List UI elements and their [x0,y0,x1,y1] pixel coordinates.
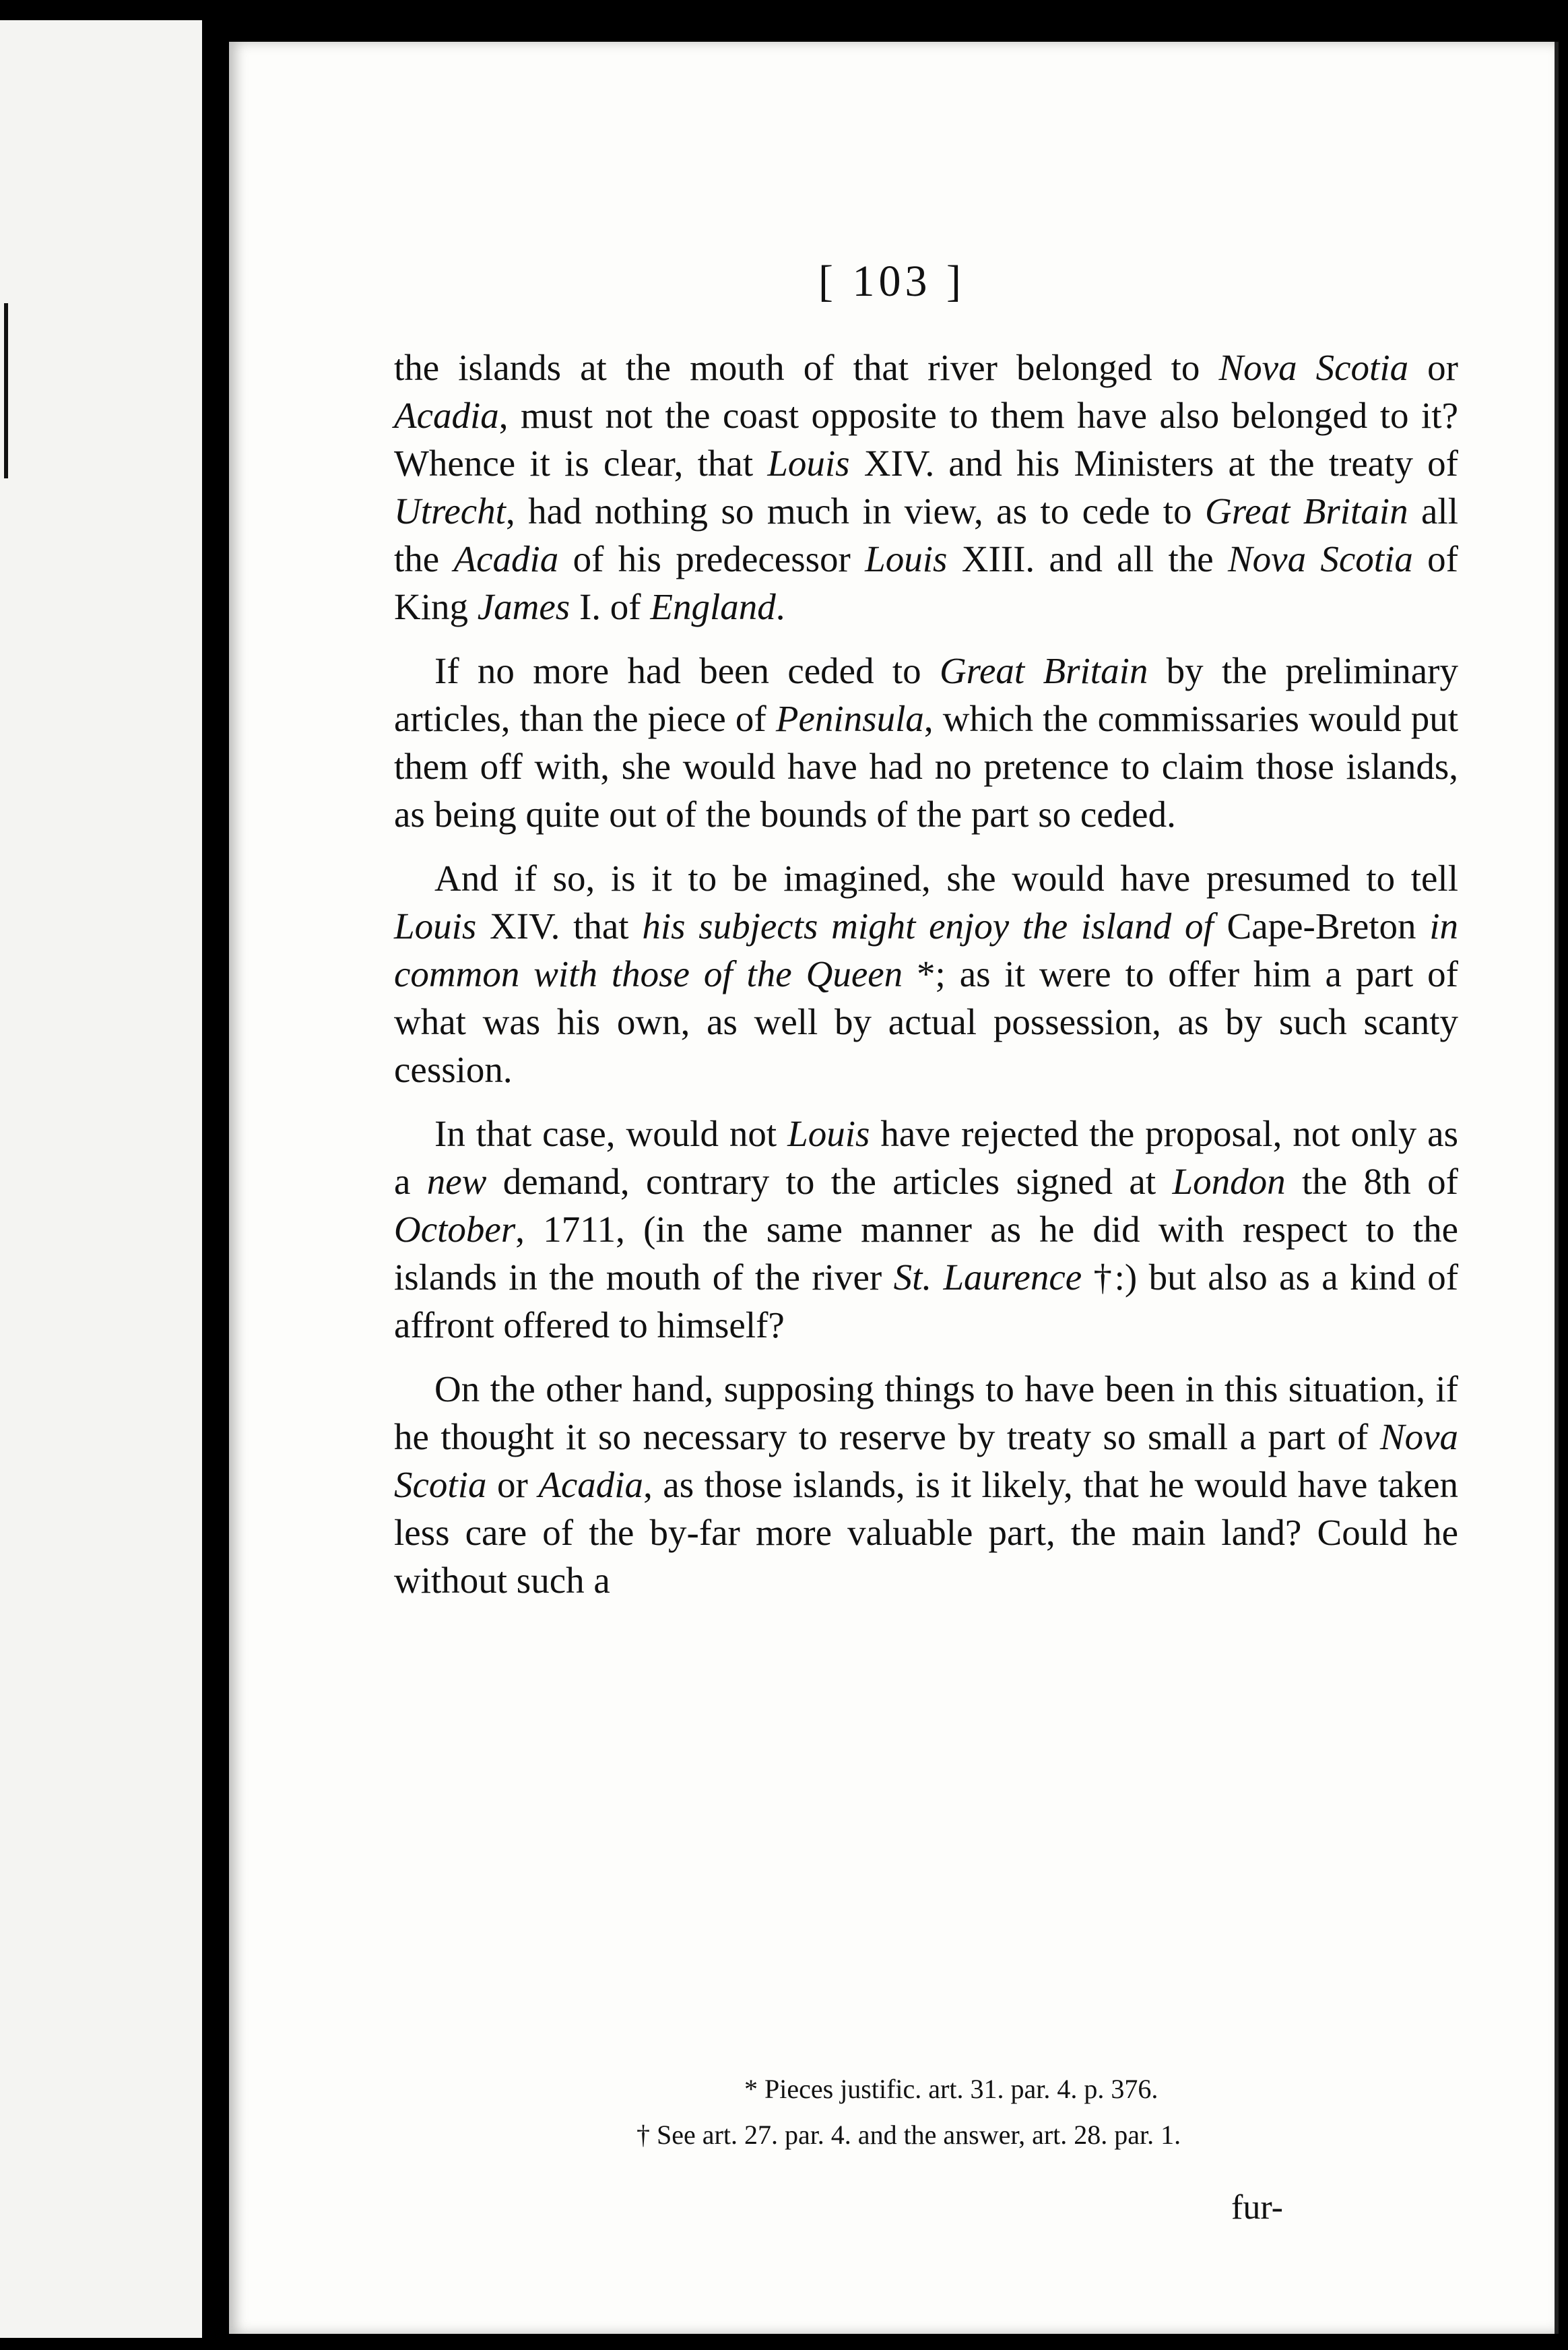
text-run: †:) but also as a kind of affront offered to himself? [394,1257,1459,1345]
text-run: England [650,586,776,627]
facing-page-marks [4,303,18,478]
text-run: October [394,1209,516,1250]
text-run: In that case, would not [434,1113,788,1154]
text-run: or [486,1464,539,1505]
text-run: , as those islands, is it likely, that he would have taken less care of the by-far more valuable part, the main land? Could he without such a [394,1464,1458,1601]
text-run: XIV. and his Ministers at the treaty of [849,443,1458,484]
paragraph-1 [394,344,1458,631]
body-text [394,344,1458,1620]
book-page [229,42,1559,2334]
text-run: Great Britain [1205,490,1408,532]
text-run: London [1172,1161,1286,1202]
text-run: the islands at the mouth of that river belonged to [394,347,1219,388]
text-run: Great Britain [939,650,1148,691]
text-run: have rejected the proposal, not only as a [394,1113,1459,1202]
paragraph-4 [394,1110,1458,1349]
text-run: in common with those of the Queen [394,906,1459,994]
text-run: Nova Scotia [394,1416,1458,1505]
text-run: St. Laurence [893,1257,1082,1298]
text-run: And if so, is it to be imagined, she would have presumed to tell [434,858,1458,899]
text-run: , 1711, (in the same manner as he did with respect to the islands in the mouth of the river [394,1209,1458,1298]
text-run: or [1408,347,1458,388]
footnotes [394,2066,1458,2158]
text-run: of his predecessor [558,538,865,579]
text-run: Louis [767,443,850,484]
paragraph-5 [394,1365,1458,1604]
text-run: Acadia [453,538,559,579]
text-run: his subjects might enjoy the island of [642,906,1214,947]
book-binding-gutter [202,0,229,2350]
text-run: XIII. and all the [947,538,1228,579]
paragraph-3 [394,854,1458,1093]
text-run: demand, contrary to the articles signed at [486,1161,1173,1202]
text-run: , which the commissaries would put them off with, she would have had no pretence to claim those islands, as being quite out of the bounds of the part so ceded. [394,698,1458,835]
text-run: *; as it were to offer him a part of what was his own, as well by actual possession, as by such scanty cession. [394,953,1458,1090]
text-run: . [775,586,785,627]
text-run: Acadia [394,395,499,436]
text-run: Utrecht [394,490,506,532]
text-run: Nova Scotia [1218,347,1409,388]
text-run: all the [394,490,1458,579]
text-run: by the preliminary articles, than the piece of [394,650,1459,739]
text-run: the 8th of [1285,1161,1458,1202]
footnote-1: * Pieces justific. art. 31. par. 4. p. 376. [744,2074,1158,2104]
catchword: fur- [1231,2188,1283,2227]
text-run: If no more had been ceded to [434,650,940,691]
text-run: On the other hand, supposing things to have been in this situation, if he thought it so necessary to reserve by treaty so small a part of [394,1368,1458,1457]
text-run: Peninsula [775,698,924,739]
text-run: of King [394,538,1458,627]
text-run: new [426,1161,487,1202]
text-run: , had nothing so much in view, as to cede to [505,490,1206,532]
text-run: Louis [787,1113,870,1154]
footnote-2: † See art. 27. par. 4. and the answer, art. 28. par. 1. [636,2120,1181,2150]
text-run: XIV. that [476,906,643,947]
paragraph-2 [394,647,1458,838]
facing-page-edge [0,20,203,2338]
text-run: James [477,586,570,627]
text-run: Louis [394,906,477,947]
page-number: [ 103 ] [818,257,965,306]
text-run: I. of [570,586,651,627]
text-run: Cape-Breton [1213,906,1430,947]
text-run: Acadia [538,1464,644,1505]
text-run: , must not the coast opposite to them have also belonged to it? Whence it is clear, that [394,395,1458,484]
text-run: Nova Scotia [1227,538,1413,579]
text-run: Louis [865,538,948,579]
